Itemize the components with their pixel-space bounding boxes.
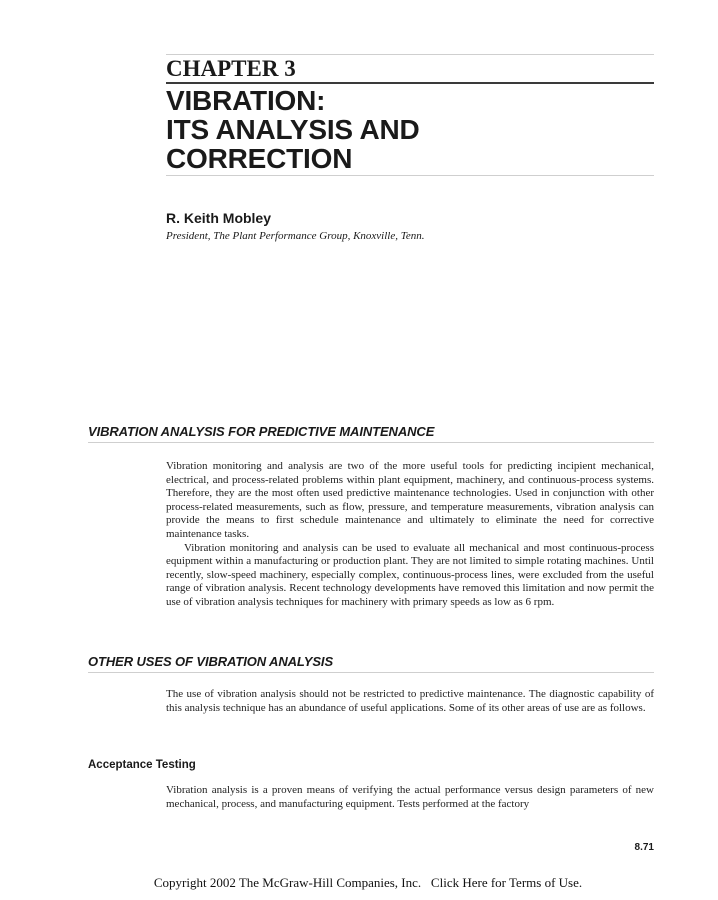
section-heading-other-uses: OTHER USES OF VIBRATION ANALYSIS (88, 654, 334, 669)
chapter-title-line: VIBRATION: (166, 85, 326, 116)
paragraph: The use of vibration analysis should not be restricted to predictive maintenance. The diagnostic capability of this analysis technique has an abundance of useful applications. Some of its other areas of use are as follows. (166, 688, 654, 714)
chapter-title-line: CORRECTION (166, 143, 353, 174)
section-body-vibration-analysis (166, 460, 654, 610)
paragraph: Vibration monitoring and analysis are two of the more useful tools for predicting incipient mechanical, electrical, and process-related problems within plant equipment, machinery, and continuous-process systems. Therefore, they are the most often used predictive maintenance technologies. Used in conjunction with other process-related measurements, such as flow, pressure, and temperature measurements, vibration analysis can provide the means to first schedule maintenance and ultimately to eliminate the need for corrective maintenance tasks. (166, 460, 654, 540)
page-number: 8.71 (634, 842, 654, 853)
section-rule (88, 672, 654, 673)
section-body-other-uses (166, 688, 654, 715)
author-name: R. Keith Mobley (166, 210, 272, 226)
chapter-title-line: ITS ANALYSIS AND (166, 114, 420, 145)
copyright-footer (0, 875, 718, 891)
section-rule (88, 442, 654, 443)
chapter-title (166, 86, 420, 173)
terms-of-use-link[interactable]: Click Here for Terms of Use. (430, 875, 583, 890)
author-affiliation: President, The Plant Performance Group, Knoxville, Tenn. (166, 230, 425, 242)
title-rule (166, 175, 654, 176)
subsection-body-acceptance-testing (166, 784, 654, 811)
chapter-label: CHAPTER 3 (166, 56, 296, 81)
paragraph: Vibration analysis is a proven means of verifying the actual performance versus design parameters of new mechanical, process, and manufacturing equipment. Tests performed at the factory (166, 784, 654, 810)
paragraph: Vibration monitoring and analysis can be used to evaluate all mechanical and most continuous-process equipment within a manufacturing or production plant. They are not limited to simple rotating machines. Until recently, slow-speed machinery, especially complex, continuous-process lines, were excluded from the useful range of vibration analysis. Recent technology developments have removed this limitation and now permit the use of vibration analysis techniques for machinery with primary speeds as low as 6 rpm. (166, 541, 654, 608)
copyright-text: Copyright 2002 The McGraw-Hill Companies, Inc. (153, 875, 422, 890)
top-rule (166, 54, 654, 55)
chapter-rule (166, 82, 654, 84)
section-heading-vibration-analysis: VIBRATION ANALYSIS FOR PREDICTIVE MAINTENANCE (88, 424, 435, 439)
subheading-acceptance-testing: Acceptance Testing (88, 759, 196, 771)
